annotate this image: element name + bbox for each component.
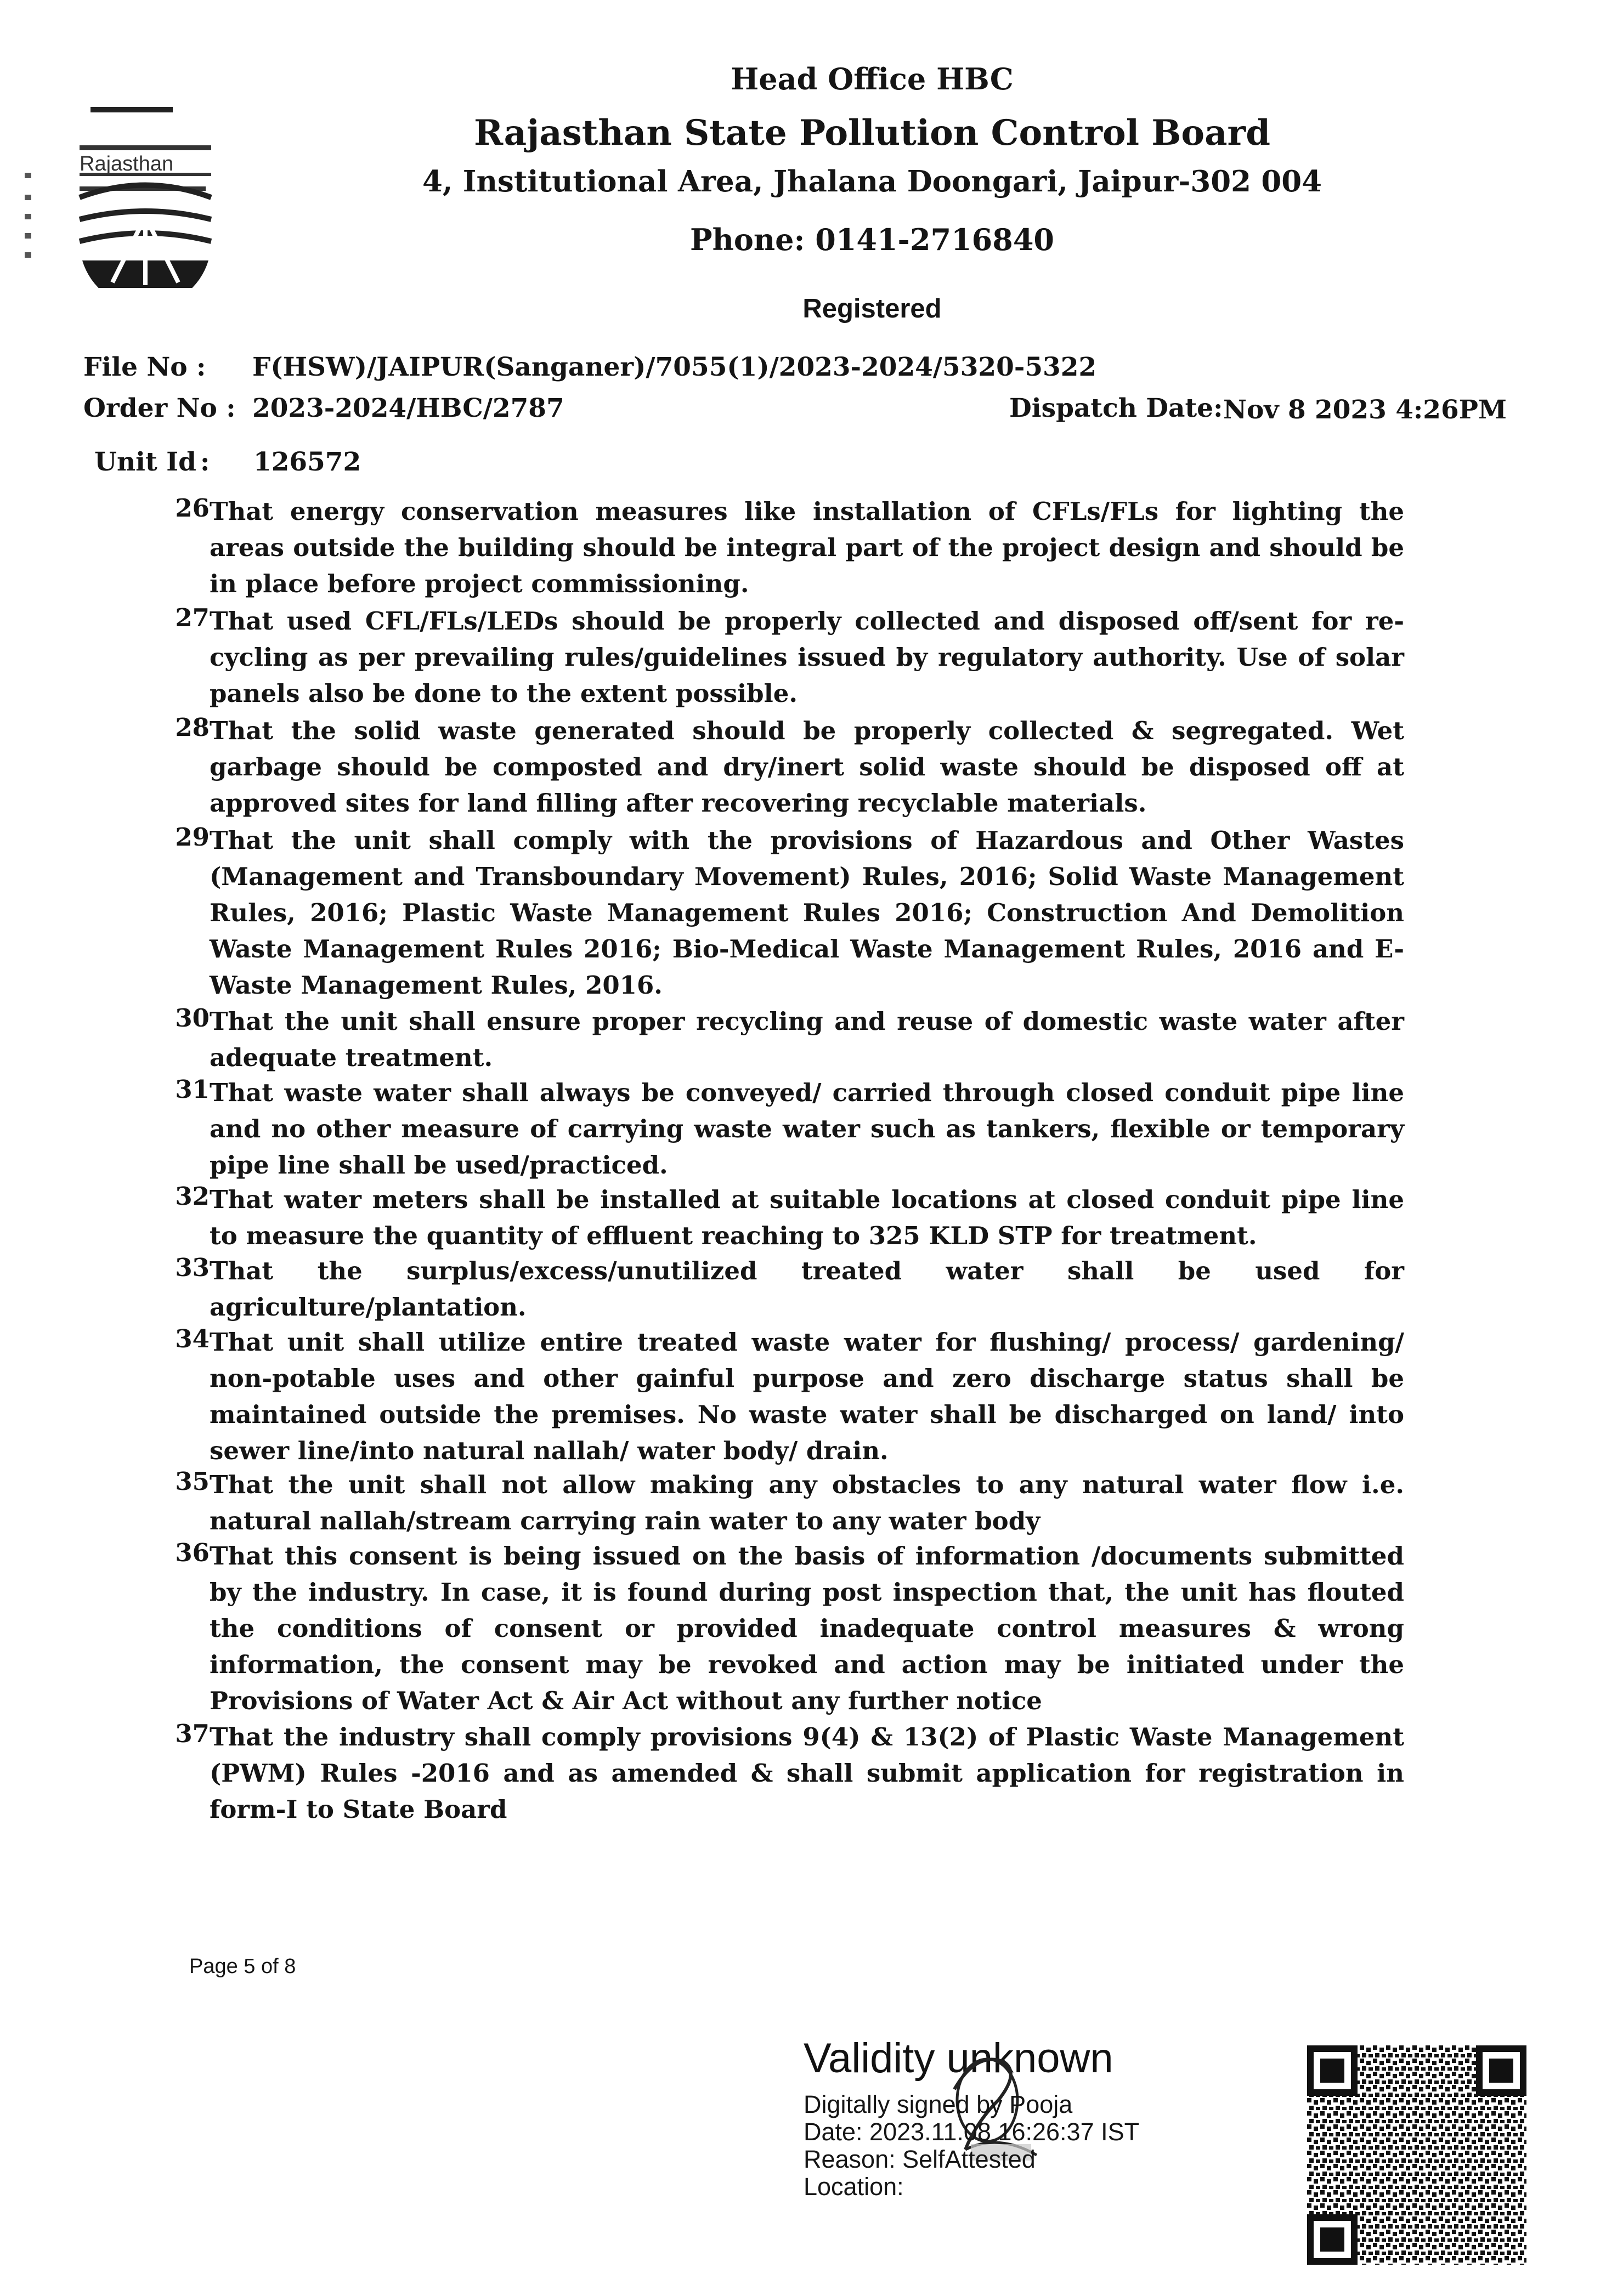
condition-text: That the industry shall comply provisions 9(4) & 13(2) of Plastic Waste Management (PWM) Rules -2016 and as amended & shall submit application for registration in form-I to State Board: [210, 1722, 1404, 1824]
registered-label: Registered: [802, 294, 942, 324]
condition-number: 37: [175, 1719, 210, 1748]
page-number: Page 5 of 8: [189, 1955, 296, 1978]
board-address: 4, Institutional Area, Jhalana Doongari, Jaipur-302 004: [422, 165, 1322, 199]
condition-number: 30: [175, 1004, 210, 1033]
condition-37: [159, 1719, 1404, 1828]
signature-validity: Validity unknown: [804, 2035, 1113, 2082]
condition-number: 29: [175, 823, 210, 852]
condition-text: That waste water shall always be conveyed/ carried through closed conduit pipe line and no other measure of carrying waste water such as tankers, flexible or temporary pipe line shall be used/practiced.: [210, 1078, 1404, 1180]
logo-text: Rajasthan: [80, 152, 174, 175]
condition-text: That water meters shall be installed at suitable locations at closed conduit pipe line to measure the quantity of effluent reaching to 325 KLD STP for treatment.: [210, 1185, 1404, 1250]
signature-date: Date: 2023.11.08 16:26:37 IST: [804, 2118, 1140, 2146]
condition-number: 36: [175, 1538, 210, 1567]
condition-26: [159, 494, 1404, 602]
order-no-value: 2023-2024/HBC/2787: [252, 393, 564, 423]
condition-34: [159, 1324, 1404, 1469]
condition-text: That the unit shall comply with the provisions of Hazardous and Other Wastes (Management and Transboundary Movement) Rules, 2016; Solid Waste Management Rules, 2016; Plastic Waste Management Rules 2016; Construction And Demolition Waste Management Rules 2016; Bio-Medical Waste Management Rules, 2016 and E-Waste Management Rules, 2016.: [210, 826, 1404, 1000]
file-no-label: File No: [83, 352, 188, 382]
head-office: Head Office HBC: [731, 61, 1014, 97]
condition-33: [159, 1253, 1404, 1325]
signature-location: Location:: [804, 2173, 904, 2201]
qr-code: [1307, 2045, 1526, 2265]
file-no-value: F(HSW)/JAIPUR(Sanganer)/7055(1)/2023-2024/5320-5322: [252, 352, 1097, 382]
dispatch-date-label: Dispatch Date:: [1009, 393, 1223, 423]
board-name: Rajasthan State Pollution Control Board: [473, 112, 1271, 154]
order-no-label: Order No :: [83, 393, 236, 423]
dispatch-date-value: Nov 8 2023 4:26PM: [1223, 395, 1507, 425]
condition-text: That the solid waste generated should be properly collected & segregated. Wet garbage should be composted and dry/inert solid waste should be disposed off at approved sites for land filling after recovering recyclable materials.: [210, 716, 1404, 818]
board-phone: Phone: 0141-2716840: [690, 222, 1054, 257]
condition-35: [159, 1467, 1404, 1539]
file-no-colon: :: [196, 352, 206, 382]
signature-reason: Reason: SelfAttested: [804, 2145, 1036, 2173]
signature-signed-by: Digitally signed by Pooja: [804, 2090, 1073, 2118]
condition-30: [159, 1004, 1404, 1076]
condition-28: [159, 713, 1404, 821]
condition-text: That the unit shall ensure proper recycling and reuse of domestic waste water after adequate treatment.: [210, 1007, 1404, 1072]
condition-31: [159, 1075, 1404, 1183]
condition-36: [159, 1538, 1404, 1719]
condition-number: 32: [175, 1182, 210, 1211]
unit-id-colon: :: [200, 447, 210, 477]
condition-number: 35: [175, 1467, 210, 1496]
condition-32: [159, 1182, 1404, 1254]
condition-29: [159, 823, 1404, 1004]
condition-text: That the unit shall not allow making any obstacles to any natural water flow i.e. natural nallah/stream carrying rain water to any water body: [210, 1470, 1404, 1535]
condition-number: 31: [175, 1075, 210, 1104]
condition-number: 33: [175, 1253, 210, 1282]
condition-text: That this consent is being issued on the basis of information /documents submitted by the industry. In case, it is found during post inspection that, the unit has flouted the conditions of consent or provided inadequate control measures & wrong information, the consent may be revoked and action may be initiated under the Provisions of Water Act & Air Act without any further notice: [210, 1541, 1404, 1715]
condition-number: 27: [175, 603, 210, 632]
unit-id-label: Unit Id: [94, 447, 196, 477]
condition-number: 26: [175, 494, 210, 523]
condition-number: 28: [175, 713, 210, 742]
condition-text: That energy conservation measures like installation of CFLs/FLs for lighting the areas outside the building should be integral part of the project design and should be in place before project commissioning.: [210, 497, 1404, 598]
condition-number: 34: [175, 1324, 210, 1353]
condition-text: That the surplus/excess/unutilized treated water shall be used for agriculture/plantation.: [210, 1256, 1404, 1322]
condition-text: That used CFL/FLs/LEDs should be properly collected and disposed off/sent for re-cycling as per prevailing rules/guidelines issued by regulatory authority. Use of solar panels also be done to the extent possible.: [210, 606, 1404, 708]
condition-text: That unit shall utilize entire treated waste water for flushing/ process/ gardening/ non-potable uses and other gainful purpose and zero discharge status shall be maintained outside the premises. No waste water shall be discharged on land/ into sewer line/into natural nallah/ water body/ drain.: [210, 1328, 1404, 1465]
condition-27: [159, 603, 1404, 712]
unit-id-value: 126572: [253, 447, 361, 477]
